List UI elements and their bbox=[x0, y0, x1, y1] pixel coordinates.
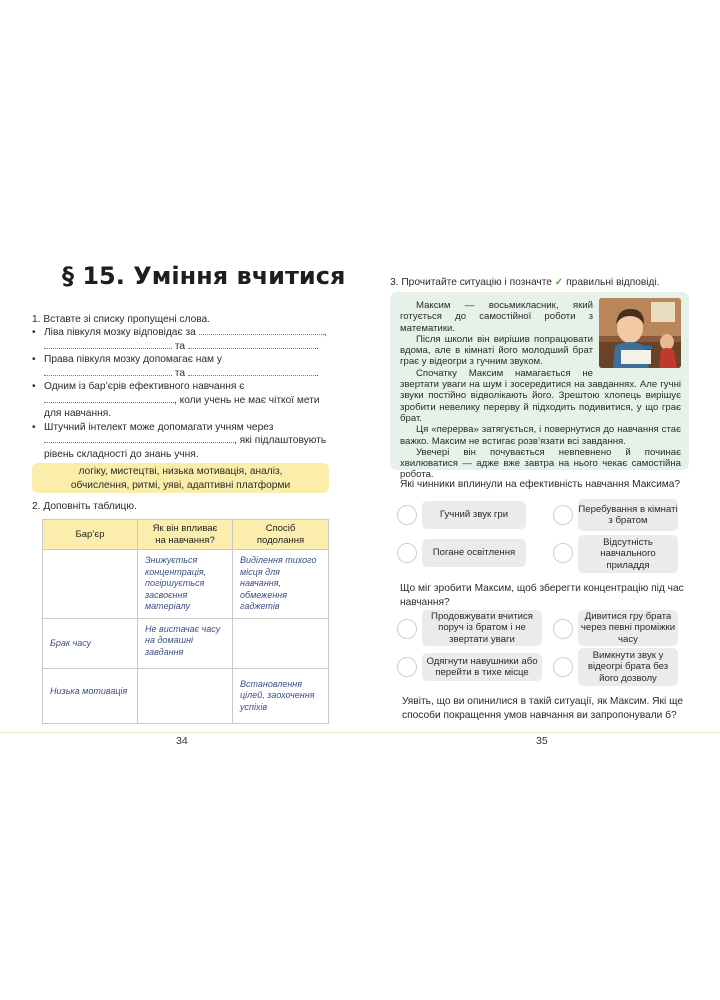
answer-option[interactable]: Одягнути навушники або перейти в тихе місце bbox=[422, 653, 542, 681]
story-paragraph: Ця «перерва» затягується, і повернутися до навчання стає важко. Максим не встигає розв’язати всі завдання. bbox=[400, 424, 681, 447]
answer-option[interactable]: Перебування в кімнаті з братом bbox=[578, 499, 678, 531]
table-cell[interactable]: Низька мотивація bbox=[43, 668, 138, 723]
bullet-2-text: Права півкуля мозку допомагає нам у bbox=[44, 354, 222, 365]
task3-heading bbox=[390, 277, 660, 288]
page-number-left: 34 bbox=[176, 735, 188, 747]
blank-field[interactable] bbox=[44, 340, 172, 349]
table-cell[interactable]: Брак часу bbox=[43, 618, 138, 668]
barriers-table bbox=[42, 519, 329, 724]
answer-checkbox[interactable] bbox=[553, 505, 573, 525]
bullet-4-cont bbox=[32, 434, 332, 448]
blank-field[interactable] bbox=[44, 434, 234, 443]
table-header-effect: Як він впливає на навчання? bbox=[138, 520, 233, 550]
bullet-3-cont bbox=[32, 394, 332, 408]
answer-checkbox[interactable] bbox=[397, 619, 417, 639]
right-page bbox=[360, 0, 720, 1000]
answer-option[interactable]: Вимкнути звук у відеогрі брата без його дозволу bbox=[578, 648, 678, 686]
bullet-3 bbox=[32, 380, 332, 394]
blank-field[interactable] bbox=[188, 340, 316, 349]
bottom-rule bbox=[360, 732, 720, 733]
bullet-1: • Ліва півкуля мозку відповідає за , bbox=[32, 326, 332, 340]
bullet-3-mid: , коли учень не має чіткої мети bbox=[174, 394, 320, 406]
answer-option[interactable]: Дивитися гру брата через певні проміжки часу bbox=[578, 610, 678, 646]
blank-field[interactable] bbox=[199, 326, 324, 335]
task3-text-end: правильні відповіді. bbox=[566, 277, 660, 288]
student-illustration bbox=[599, 298, 681, 368]
story-box bbox=[390, 292, 689, 481]
table-row bbox=[43, 618, 329, 668]
story-paragraph: Максим — восьмикласник, який готується до самостійної роботи з математики. bbox=[400, 300, 593, 334]
table-cell[interactable]: Виділення тихого місця для навчання, обмеження гаджетів bbox=[233, 550, 329, 619]
check-icon: ✓ bbox=[554, 277, 564, 288]
task3-text: 3. Прочитайте ситуацію і позначте bbox=[390, 277, 552, 288]
answer-checkbox[interactable] bbox=[397, 543, 417, 563]
task1-heading: 1. Вставте зі списку пропущені слова. bbox=[32, 314, 211, 325]
table-header-solution: Спосіб подолання bbox=[233, 520, 329, 550]
bullet-3-end: для навчання. bbox=[44, 408, 112, 419]
bullet-3-text: Одним із бар’єрів ефективного навчання є bbox=[44, 381, 245, 392]
table-header-barrier: Бар’єр bbox=[43, 520, 138, 550]
page-number-right: 35 bbox=[536, 735, 548, 747]
bottom-rule bbox=[0, 732, 360, 733]
answer-option[interactable]: Продовжувати вчитися поруч із братом і не звертати уваги bbox=[422, 610, 542, 646]
question-3: Уявіть, що ви опинилися в такій ситуації, як Максим. Які ще способи покращення умов навчання ви запропонували б? bbox=[402, 696, 684, 721]
question-2: Що міг зробити Максим, щоб зберегти концентрацію під час навчання? bbox=[400, 583, 684, 608]
bullet-1-text: Ліва півкуля мозку відповідає за bbox=[44, 327, 196, 338]
story-paragraph: Після школи він вирішив попрацювати вдома, але в кімнаті його молодший брат грає у відеогри з гучним звуком. bbox=[400, 333, 593, 368]
and-word: та bbox=[174, 367, 186, 379]
word-list-line-1: логіку, мистецтві, низька мотивація, аналіз, bbox=[78, 466, 283, 477]
bullet-2-cont: та . bbox=[32, 367, 332, 381]
blank-field[interactable] bbox=[44, 394, 174, 403]
answer-checkbox[interactable] bbox=[397, 505, 417, 525]
answer-checkbox[interactable] bbox=[553, 657, 573, 677]
answer-checkbox[interactable] bbox=[553, 543, 573, 563]
table-row bbox=[43, 550, 329, 619]
answer-checkbox[interactable] bbox=[553, 619, 573, 639]
story-paragraph: Увечері він почувається невпевнено й починає хвилюватися — адже вже завтра на нього чекає самостійна робота. bbox=[400, 446, 681, 481]
table-cell[interactable] bbox=[233, 618, 329, 668]
and-word: та bbox=[174, 340, 186, 352]
bullet-1-cont: та . bbox=[32, 340, 332, 354]
bullet-4 bbox=[32, 421, 332, 435]
story-paragraph: Спочатку Максим намагається не звертати уваги на шум і зосередитися на завданнях. Але гучні звуки постійно відволікають його. Зрештою хлопець вирішує зробити невелику перерву й підходить подивитися, у що грає брат. bbox=[400, 367, 681, 424]
question-1: Які чинники вплинули на ефективність навчання Максима? bbox=[400, 479, 681, 490]
word-list-line-2: обчислення, ритмі, уяві, адаптивні платформи bbox=[70, 479, 291, 491]
task1-bullets bbox=[32, 326, 332, 461]
word-list-box bbox=[32, 463, 329, 493]
table-cell[interactable]: Знижується концентрація, погіршується засвоєння матеріалу bbox=[138, 550, 233, 619]
bullet-4-mid: , які підлаштовують bbox=[234, 435, 327, 446]
bullet-4-text: Штучний інтелект може допомагати учням через bbox=[44, 421, 274, 433]
answer-option[interactable]: Погане освітлення bbox=[422, 539, 526, 567]
table-cell[interactable]: Не вистачає часу на домашні завдання bbox=[138, 618, 233, 668]
table-cell[interactable] bbox=[138, 668, 233, 723]
table-row bbox=[43, 668, 329, 723]
table-cell[interactable]: Встановлення цілей, заохочення успіхів bbox=[233, 668, 329, 723]
page-title: § 15. Уміння вчитися bbox=[62, 262, 346, 290]
blank-field[interactable] bbox=[44, 367, 172, 376]
task2-heading: 2. Доповніть таблицю. bbox=[32, 501, 137, 512]
table-cell[interactable] bbox=[43, 550, 138, 619]
answer-option[interactable]: Гучний звук гри bbox=[422, 501, 526, 529]
bullet-4-end: рівень складності до знань учня. bbox=[44, 448, 199, 460]
answer-option[interactable]: Відсутність навчального приладдя bbox=[578, 535, 678, 573]
blank-field[interactable] bbox=[188, 367, 316, 376]
bullet-2 bbox=[32, 353, 332, 367]
answer-checkbox[interactable] bbox=[397, 657, 417, 677]
